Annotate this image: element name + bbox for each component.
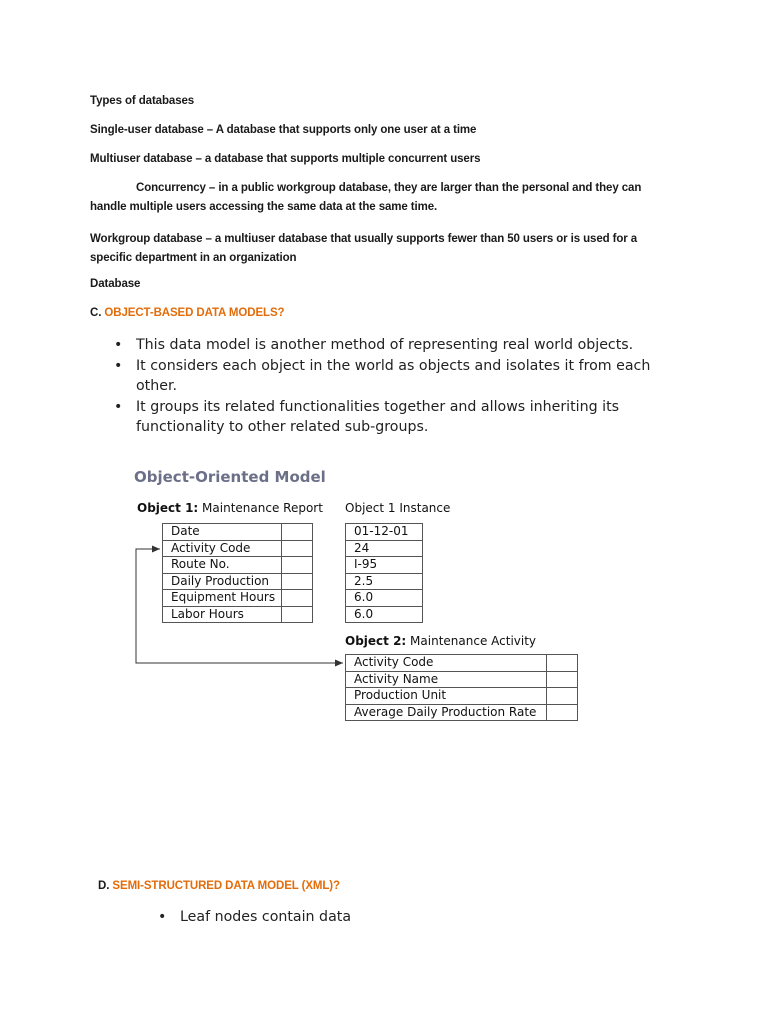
text-single-user: Single-user database – A database that supports only one user at a time (90, 124, 477, 136)
table-cell: Average Daily Production Rate (346, 704, 547, 721)
table-cell: Production Unit (346, 688, 547, 705)
table-cell: 24 (346, 540, 423, 557)
text-concurrency: Concurrency – in a public workgroup database, they are larger than the personal and they can (136, 182, 642, 194)
diagram-title: Object-Oriented Model (134, 468, 326, 486)
object1-name: Maintenance Report (202, 501, 323, 515)
heading-types-of-databases: Types of databases (90, 95, 195, 107)
section-c-letter: C. (90, 307, 102, 319)
text-workgroup: Workgroup database – a multiuser database that usually supports fewer than 50 users or is used for a specific department in an organization (90, 233, 638, 264)
table-cell: Route No. (163, 557, 282, 574)
table-cell: Daily Production (163, 573, 282, 590)
table-cell: Date (163, 524, 282, 541)
object2-name: Maintenance Activity (410, 634, 537, 648)
list-item: • Leaf nodes contain data (158, 907, 720, 928)
object1-bold: Object 1: (137, 501, 199, 515)
table-cell: Activity Name (346, 671, 547, 688)
table-cell: 2.5 (346, 573, 423, 590)
object2-bold: Object 2: (345, 634, 407, 648)
text-multiuser: Multiuser database – a database that supports multiple concurrent users (90, 153, 481, 165)
text-database: Database (90, 278, 141, 290)
table-cell: 6.0 (346, 590, 423, 607)
table-cell: Labor Hours (163, 606, 282, 623)
table-cell: I-95 (346, 557, 423, 574)
table-cell: Activity Code (163, 540, 282, 557)
list-item: • It considers each object in the world as objects and isolates it from each other. (114, 356, 676, 397)
table-cell: 6.0 (346, 606, 423, 623)
list-item: • This data model is another method of representing real world objects. (114, 335, 676, 356)
table-cell: Equipment Hours (163, 590, 282, 607)
table-cell: Activity Code (346, 655, 547, 672)
table-cell: 01-12-01 (346, 524, 423, 541)
connector-line (136, 549, 343, 663)
section-d-heading (98, 880, 340, 892)
section-d-letter: D. (98, 880, 110, 892)
section-c-title: OBJECT-BASED DATA MODELS? (104, 307, 285, 319)
arrowhead-icon (152, 546, 160, 553)
section-d-title: SEMI-STRUCTURED DATA MODEL (XML)? (112, 880, 340, 892)
text-concurrency-cont: handle multiple users accessing the same data at the same time. (90, 201, 438, 213)
instance-label: Object 1 Instance (345, 501, 451, 515)
arrowhead-icon (335, 660, 343, 667)
list-item: • It groups its related functionalities together and allows inheriting its functionality to other related sub-groups. (114, 397, 676, 438)
bullet-list-d (158, 907, 720, 928)
